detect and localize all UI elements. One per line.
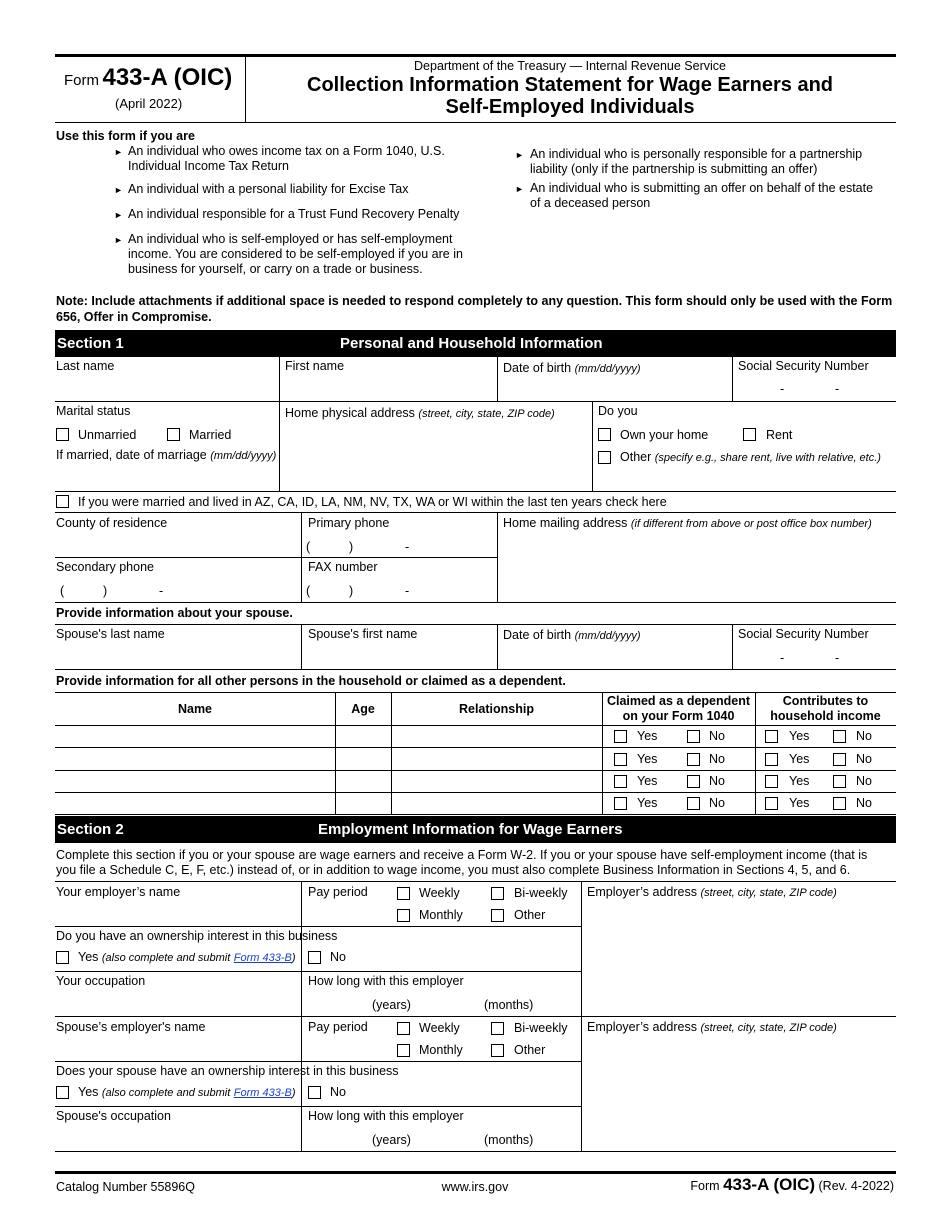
contrib-no-checkbox[interactable] xyxy=(833,753,846,766)
other-housing-label xyxy=(620,450,881,464)
dependent-no-checkbox[interactable] xyxy=(687,730,700,743)
spouse-ssn-dash-1: - xyxy=(780,651,785,665)
primary-phone-paren-close: ) xyxy=(349,540,354,554)
unmarried-label: Unmarried xyxy=(78,428,137,442)
employer-biweekly-label: Bi-weekly xyxy=(514,886,568,900)
form-number-block xyxy=(64,64,232,92)
employer-vline-4 xyxy=(581,881,582,1016)
employer-ownership-yes-label xyxy=(78,950,296,964)
spouse-employer-hline-1 xyxy=(55,1061,581,1062)
employer-yes-text: Yes xyxy=(78,950,99,964)
first-name-field[interactable] xyxy=(285,375,493,400)
use-form-heading: Use this form if you are xyxy=(56,129,195,143)
irs-website: www.irs.gov xyxy=(441,1180,509,1194)
s1-hline-2 xyxy=(55,491,896,492)
household-row-rule xyxy=(55,814,896,815)
ssn-label: Social Security Number xyxy=(738,359,869,373)
s1-hline-1 xyxy=(55,401,896,402)
spouse-employer-ownership-no-label: No xyxy=(330,1085,346,1099)
contrib-yes-label: Yes xyxy=(789,796,810,810)
employer-address-text: Employer’s address xyxy=(587,885,698,899)
household-age-field[interactable] xyxy=(337,794,389,812)
contrib-yes-label: Yes xyxy=(789,752,810,766)
ssn-dash-2: - xyxy=(835,382,840,396)
household-header-rule xyxy=(55,725,896,726)
spouse-dob-format: (mm/dd/yyyy) xyxy=(574,630,641,642)
spouse-employer-monthly-checkbox[interactable] xyxy=(397,1044,410,1057)
footer-form-number: 433-A (OIC) xyxy=(723,1175,816,1194)
spouse-employer-name-label: Spouse’s employer's name xyxy=(56,1020,206,1034)
employer-ownership-no-checkbox[interactable] xyxy=(308,951,321,964)
spouse-employer-ownership-label: Does your spouse have an ownership interest in this business xyxy=(56,1064,399,1078)
contrib-yes-label: Yes xyxy=(789,729,810,743)
employer-monthly-checkbox[interactable] xyxy=(397,909,410,922)
s1-hline-5 xyxy=(55,602,896,603)
household-name-field[interactable] xyxy=(56,794,332,812)
contrib-no-checkbox[interactable] xyxy=(833,775,846,788)
catalog-number: Catalog Number 55896Q xyxy=(56,1180,195,1194)
spouse-employer-ownership-no-checkbox[interactable] xyxy=(308,1086,321,1099)
dob-field[interactable] xyxy=(503,377,728,400)
footer-rev: (Rev. 4-2022) xyxy=(818,1179,894,1193)
dependent-yes-label: Yes xyxy=(637,752,658,766)
household-age-field[interactable] xyxy=(337,750,389,768)
s1-vline-b xyxy=(497,357,498,402)
contrib-yes-checkbox[interactable] xyxy=(765,775,778,788)
spouse-employer-ownership-yes-label xyxy=(78,1085,296,1099)
dependent-yes-checkbox[interactable] xyxy=(614,775,627,788)
employer-ownership-no-label: No xyxy=(330,950,346,964)
home-address-label xyxy=(285,406,555,420)
form-date: (April 2022) xyxy=(115,96,183,111)
spouse-employer-ownership-yes-checkbox[interactable] xyxy=(56,1086,69,1099)
contrib-no-label: No xyxy=(856,729,872,743)
s1-hline-3 xyxy=(55,512,896,513)
s1-vline-h xyxy=(497,624,498,669)
spouse-ssn-dash-2: - xyxy=(835,651,840,665)
household-relationship-field[interactable] xyxy=(393,772,599,790)
spouse-employer-occupation-field[interactable] xyxy=(56,1126,296,1148)
dependent-no-checkbox[interactable] xyxy=(687,775,700,788)
contrib-no-label: No xyxy=(856,752,872,766)
dob-text: Date of birth xyxy=(503,361,572,375)
s1-vline-i xyxy=(732,624,733,669)
dependent-no-label: No xyxy=(709,796,725,810)
spouse-employer-name-field[interactable] xyxy=(56,1036,296,1058)
spouse-employer-biweekly-checkbox[interactable] xyxy=(491,1022,504,1035)
secondary-phone-dash: - xyxy=(159,584,164,598)
form-word: Form xyxy=(64,72,99,89)
s1-vline-a xyxy=(279,357,280,491)
employer-monthly-label: Monthly xyxy=(419,908,463,922)
form-title-line2: Self-Employed Individuals xyxy=(445,96,695,118)
intro-right-line: liability (only if the partnership is submitting an offer) xyxy=(530,162,818,176)
spouse-dob-field[interactable] xyxy=(503,645,728,667)
employer-form-433b-link[interactable]: Form 433-B xyxy=(233,952,292,964)
spouse-employer-close-paren: ) xyxy=(291,1087,296,1099)
employer-occupation-field[interactable] xyxy=(56,991,296,1013)
married-checkbox[interactable] xyxy=(167,428,180,441)
intro-left-line: An individual with a personal liability for Excise Tax xyxy=(128,182,409,196)
spouse-employer-other-checkbox[interactable] xyxy=(491,1044,504,1057)
s1-vline-g xyxy=(301,624,302,669)
primary-phone-dash: - xyxy=(405,540,410,554)
marriage-date-format: (mm/dd/yyyy) xyxy=(210,450,277,462)
household-name-field[interactable] xyxy=(56,727,332,745)
spouse-employer-yes-text: Yes xyxy=(78,1085,99,1099)
section2-intro-l2: you file a Schedule C, E, F, etc.) instead of, or in addition to wage income, you must also complete Business Information in Sections 4, 5, and 6. xyxy=(56,863,851,877)
spouse-dob-text: Date of birth xyxy=(503,628,572,642)
employer-other-label: Other xyxy=(514,908,546,922)
spouse-employer-how-long-field[interactable] xyxy=(308,1126,576,1148)
employer-ownership-yes-checkbox[interactable] xyxy=(56,951,69,964)
other-housing-checkbox[interactable] xyxy=(598,451,611,464)
spouse-last-name-label: Spouse's last name xyxy=(56,627,165,641)
fax-paren-close: ) xyxy=(349,584,354,598)
spouse-employer-years-label: (years) xyxy=(372,1133,411,1147)
employer-vline-2 xyxy=(301,971,302,1016)
mailing-address-label xyxy=(503,516,872,530)
fax-paren-open: ( xyxy=(306,584,311,598)
intro-right-line: An individual who is submitting an offer on behalf of the estate xyxy=(530,181,874,195)
primary-phone-field[interactable] xyxy=(306,536,492,556)
contrib-yes-checkbox[interactable] xyxy=(765,730,778,743)
header-bottom-rule xyxy=(55,122,896,123)
contrib-no-checkbox[interactable] xyxy=(833,730,846,743)
other-housing-hint: (specify e.g., share rent, live with relative, etc.) xyxy=(654,452,881,464)
dob-format: (mm/dd/yyyy) xyxy=(574,363,641,375)
married-label: Married xyxy=(189,428,232,442)
intro-right-line: An individual who is personally responsible for a partnership xyxy=(530,147,863,161)
secondary-phone-field[interactable] xyxy=(56,580,296,600)
primary-phone-paren-open: ( xyxy=(306,540,311,554)
contrib-yes-checkbox[interactable] xyxy=(765,753,778,766)
intro-left-line: Individual Income Tax Return xyxy=(128,159,289,173)
spouse-employer-address-hint: (street, city, state, ZIP code) xyxy=(700,1022,837,1034)
employer-pay-period-label: Pay period xyxy=(308,885,368,899)
col-name-header: Name xyxy=(177,702,213,716)
last-name-label: Last name xyxy=(56,359,115,373)
employer-name-field[interactable] xyxy=(56,901,296,923)
spouse-employer-form-433b-link[interactable]: Form 433-B xyxy=(233,1087,292,1099)
contrib-no-label: No xyxy=(856,796,872,810)
first-name-label: First name xyxy=(285,359,345,373)
household-row-rule xyxy=(55,747,896,748)
bullet-arrow-icon: ► xyxy=(515,150,524,160)
spouse-employer-vline-1 xyxy=(301,1016,302,1061)
s1-hline-4 xyxy=(55,557,498,558)
spouse-employer-bottom-rule xyxy=(55,1151,896,1152)
spouse-employer-weekly-label: Weekly xyxy=(419,1021,460,1035)
intro-left-line: An individual who is self-employed or has self-employment xyxy=(128,232,453,246)
col-dependent-header-l1: Claimed as a dependent xyxy=(606,694,751,708)
bullet-arrow-icon: ► xyxy=(114,235,123,245)
household-age-field[interactable] xyxy=(337,727,389,745)
spouse-employer-also-submit: (also complete and submit xyxy=(101,1087,231,1099)
mailing-address-text: Home mailing address xyxy=(503,516,628,530)
intro-right-line: of a deceased person xyxy=(530,196,651,210)
fax-field[interactable] xyxy=(306,580,492,600)
s2-top-rule xyxy=(55,881,896,882)
primary-phone-label: Primary phone xyxy=(308,516,390,530)
footer-form-block xyxy=(690,1175,894,1195)
employer-address-label xyxy=(587,885,837,899)
bullet-arrow-icon: ► xyxy=(114,147,123,157)
mailing-address-field[interactable] xyxy=(503,534,891,598)
employer-address-hint: (street, city, state, ZIP code) xyxy=(700,887,837,899)
dob-label xyxy=(503,361,641,375)
footer-form-word: Form xyxy=(690,1179,720,1193)
spouse-ssn-label: Social Security Number xyxy=(738,627,869,641)
contrib-no-label: No xyxy=(856,774,872,788)
spouse-employer-address-label xyxy=(587,1020,837,1034)
county-field[interactable] xyxy=(56,532,296,556)
bullet-arrow-icon: ► xyxy=(114,185,123,195)
form-number: 433-A (OIC) xyxy=(102,64,233,91)
employer-other-checkbox[interactable] xyxy=(491,909,504,922)
fax-label: FAX number xyxy=(308,560,378,574)
marriage-date-text: If married, date of marriage xyxy=(56,448,207,462)
spouse-first-name-field[interactable] xyxy=(308,643,493,667)
employer-also-submit: (also complete and submit xyxy=(101,952,231,964)
household-top-rule xyxy=(55,692,896,693)
secondary-phone-paren-open: ( xyxy=(60,584,65,598)
contrib-no-checkbox[interactable] xyxy=(833,797,846,810)
spouse-employer-biweekly-label: Bi-weekly xyxy=(514,1021,568,1035)
intro-left-line: income. You are considered to be self-employed if you are in xyxy=(128,247,463,261)
dependent-yes-checkbox[interactable] xyxy=(614,797,627,810)
note-line2: 656, Offer in Compromise. xyxy=(56,310,212,324)
spouse-ssn-field[interactable] xyxy=(738,643,893,667)
spouse-first-name-label: Spouse's first name xyxy=(308,627,418,641)
spouse-dob-label xyxy=(503,628,641,642)
mailing-address-hint: (if different from above or post office box number) xyxy=(630,518,872,530)
marriage-date-label xyxy=(56,448,276,462)
employer-hline-1 xyxy=(55,926,581,927)
unmarried-checkbox[interactable] xyxy=(56,428,69,441)
community-property-label: If you were married and lived in AZ, CA, ID, LA, NM, NV, TX, WA or WI within the last ten years check here xyxy=(78,495,667,509)
employer-how-long-field[interactable] xyxy=(308,991,576,1013)
marital-status-label: Marital status xyxy=(56,404,131,418)
spouse-heading: Provide information about your spouse. xyxy=(56,606,293,620)
household-name-field[interactable] xyxy=(56,772,332,790)
col-dependent-header-l2: on your Form 1040 xyxy=(622,709,735,723)
ssn-field[interactable] xyxy=(738,375,893,400)
spouse-employer-vline-4 xyxy=(581,1016,582,1151)
community-property-checkbox[interactable] xyxy=(56,495,69,508)
intro-left-line: business for yourself, or carry on a trade or business. xyxy=(128,262,423,276)
dependent-no-label: No xyxy=(709,752,725,766)
section1-label: Section 1 xyxy=(57,335,124,352)
rent-label: Rent xyxy=(766,428,793,442)
home-address-text: Home physical address xyxy=(285,406,415,420)
agency-name: Department of the Treasury — Internal Revenue Service xyxy=(414,59,726,73)
footer-rule xyxy=(55,1171,896,1174)
employer-close-paren: ) xyxy=(291,952,296,964)
fax-dash: - xyxy=(405,584,410,598)
spouse-employer-weekly-checkbox[interactable] xyxy=(397,1022,410,1035)
spouse-employer-address-text: Employer’s address xyxy=(587,1020,698,1034)
s1-vline-c xyxy=(732,357,733,402)
employer-weekly-label: Weekly xyxy=(419,886,460,900)
employer-vline-1 xyxy=(301,881,302,926)
form-title-line1: Collection Information Statement for Wage Earners and xyxy=(307,74,833,96)
employer-how-long-label: How long with this employer xyxy=(308,974,464,988)
dependent-yes-label: Yes xyxy=(637,729,658,743)
employer-weekly-checkbox[interactable] xyxy=(397,887,410,900)
county-label: County of residence xyxy=(56,516,168,530)
bullet-arrow-icon: ► xyxy=(515,184,524,194)
section2-title: Employment Information for Wage Earners xyxy=(318,821,623,838)
bullet-arrow-icon: ► xyxy=(114,210,123,220)
employer-occupation-label: Your occupation xyxy=(56,974,146,988)
spouse-employer-vline-2 xyxy=(301,1106,302,1151)
note-line1: Note: Include attachments if additional space is needed to respond completely to any question. This form should only be used with the Form xyxy=(56,294,893,308)
household-relationship-field[interactable] xyxy=(393,794,599,812)
section2-label: Section 2 xyxy=(57,821,124,838)
intro-left-line: An individual who owes income tax on a Form 1040, U.S. xyxy=(128,144,445,158)
spouse-employer-pay-period-label: Pay period xyxy=(308,1020,368,1034)
spouse-employer-address-field[interactable] xyxy=(587,1038,891,1146)
ssn-dash-1: - xyxy=(780,382,785,396)
spouse-employer-other-label: Other xyxy=(514,1043,546,1057)
dependent-no-label: No xyxy=(709,729,725,743)
dependent-no-checkbox[interactable] xyxy=(687,753,700,766)
header-divider xyxy=(245,57,246,122)
spouse-last-name-field[interactable] xyxy=(56,643,296,667)
spouse-employer-hline-2 xyxy=(55,1106,581,1107)
household-row-rule xyxy=(55,770,896,771)
section1-title: Personal and Household Information xyxy=(340,335,603,352)
employer-hline-2 xyxy=(55,971,581,972)
spouse-employer-monthly-label: Monthly xyxy=(419,1043,463,1057)
col-age-header: Age xyxy=(351,702,375,716)
own-home-label: Own your home xyxy=(620,428,709,442)
dependent-no-label: No xyxy=(709,774,725,788)
household-relationship-field[interactable] xyxy=(393,727,599,745)
col-relationship-header: Relationship xyxy=(458,702,534,716)
employer-address-field[interactable] xyxy=(587,903,891,1011)
dependent-yes-label: Yes xyxy=(637,796,658,810)
s1-vline-d xyxy=(592,401,593,491)
s1-hline-6 xyxy=(55,624,896,625)
dependent-yes-checkbox[interactable] xyxy=(614,753,627,766)
household-name-field[interactable] xyxy=(56,750,332,768)
other-housing-text: Other xyxy=(620,450,652,464)
spouse-employer-months-label: (months) xyxy=(484,1133,534,1147)
col-contrib-header-l1: Contributes to xyxy=(782,694,869,708)
marriage-date-field[interactable] xyxy=(56,464,276,488)
employer-name-label: Your employer’s name xyxy=(56,885,181,899)
secondary-phone-paren-close: ) xyxy=(103,584,108,598)
employer-bottom-rule xyxy=(55,1016,896,1017)
home-address-hint: (street, city, state, ZIP code) xyxy=(418,408,555,420)
household-relationship-field[interactable] xyxy=(393,750,599,768)
contrib-yes-checkbox[interactable] xyxy=(765,797,778,810)
section2-bar xyxy=(55,816,896,843)
intro-left-line: An individual responsible for a Trust Fund Recovery Penalty xyxy=(128,207,460,221)
dependent-no-checkbox[interactable] xyxy=(687,797,700,810)
household-age-field[interactable] xyxy=(337,772,389,790)
dependent-yes-label: Yes xyxy=(637,774,658,788)
employer-ownership-label: Do you have an ownership interest in this business xyxy=(56,929,338,943)
header-top-rule xyxy=(55,54,896,57)
home-address-field[interactable] xyxy=(285,424,588,488)
household-heading: Provide information for all other persons in the household or claimed as a dependent. xyxy=(56,674,566,688)
last-name-field[interactable] xyxy=(56,375,276,400)
employer-months-label: (months) xyxy=(484,998,534,1012)
household-row-rule xyxy=(55,792,896,793)
col-contrib-header-l2: household income xyxy=(770,709,881,723)
s1-hline-7 xyxy=(55,669,896,670)
spouse-employer-occupation-label: Spouse's occupation xyxy=(56,1109,171,1123)
own-home-checkbox[interactable] xyxy=(598,428,611,441)
section2-intro-l1: Complete this section if you or your spouse are wage earners and receive a Form W-2. If you or your spouse have self-employment income (that is xyxy=(56,848,868,862)
section1-bar xyxy=(55,330,896,357)
rent-checkbox[interactable] xyxy=(743,428,756,441)
do-you-label: Do you xyxy=(598,404,638,418)
contrib-yes-label: Yes xyxy=(789,774,810,788)
spouse-employer-how-long-label: How long with this employer xyxy=(308,1109,464,1123)
employer-biweekly-checkbox[interactable] xyxy=(491,887,504,900)
dependent-yes-checkbox[interactable] xyxy=(614,730,627,743)
employer-years-label: (years) xyxy=(372,998,411,1012)
secondary-phone-label: Secondary phone xyxy=(56,560,154,574)
